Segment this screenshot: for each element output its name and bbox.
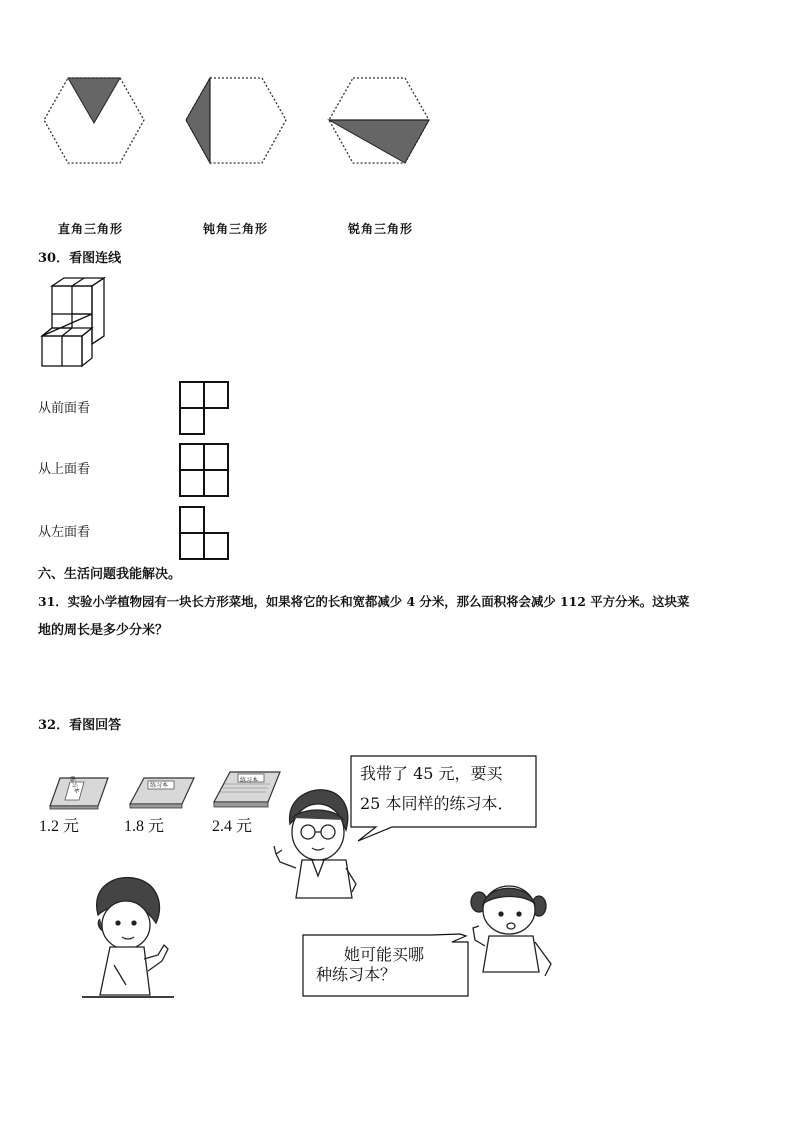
speech-bubble-girl-line2: 种练习本？ — [316, 965, 397, 984]
view-label-front: 从前面看 — [38, 401, 91, 416]
caption-right-triangle: 直角三角形 — [58, 222, 124, 236]
cube-stack-figure — [38, 276, 138, 371]
view-shape-2 — [179, 443, 231, 497]
question-31-line2: 地的周长是多少分米？ — [38, 623, 169, 638]
hexagon-obtuse-triangle — [182, 75, 292, 170]
hexagon-acute-triangle — [325, 75, 435, 170]
price-3: 2.4 元 — [212, 818, 253, 835]
speech-bubble-boy-line2: 25 本同样的练习本． — [360, 794, 514, 813]
question-30-title: 30．看图连线 — [38, 251, 122, 266]
teacher-illustration — [78, 875, 178, 1005]
view-shape-1 — [179, 381, 231, 435]
speech-bubble-boy-line1: 我带了 45 元，要买 — [360, 764, 503, 783]
question-32-title: 32．看图回答 — [38, 718, 122, 733]
section-6-heading: 六、生活问题我能解决。 — [38, 567, 182, 582]
caption-obtuse-triangle: 钝角三角形 — [203, 222, 269, 236]
price-1: 1.2 元 — [39, 818, 80, 835]
boy-with-glasses-illustration — [272, 788, 362, 903]
caption-acute-triangle: 锐角三角形 — [348, 222, 414, 236]
notebook-1-cover: 练习本 — [67, 775, 81, 795]
question-31-line1: 31．实验小学植物园有一块长方形菜地，如果将它的长和宽都减少 4 分米，那么面积将会减少 112 平方分米。这块菜 — [38, 594, 690, 609]
notebook-2-cover: 练习本 — [150, 782, 169, 789]
hexagon-right-triangle — [40, 75, 150, 170]
view-label-left: 从左面看 — [38, 525, 91, 540]
speech-bubble-girl-line1: 她可能买哪 — [344, 945, 425, 964]
view-shape-3 — [179, 506, 231, 560]
girl-illustration — [465, 880, 555, 980]
notebook-3-cover: 练习本 — [240, 777, 259, 784]
view-label-top: 从上面看 — [38, 462, 91, 477]
price-2: 1.8 元 — [124, 818, 165, 835]
